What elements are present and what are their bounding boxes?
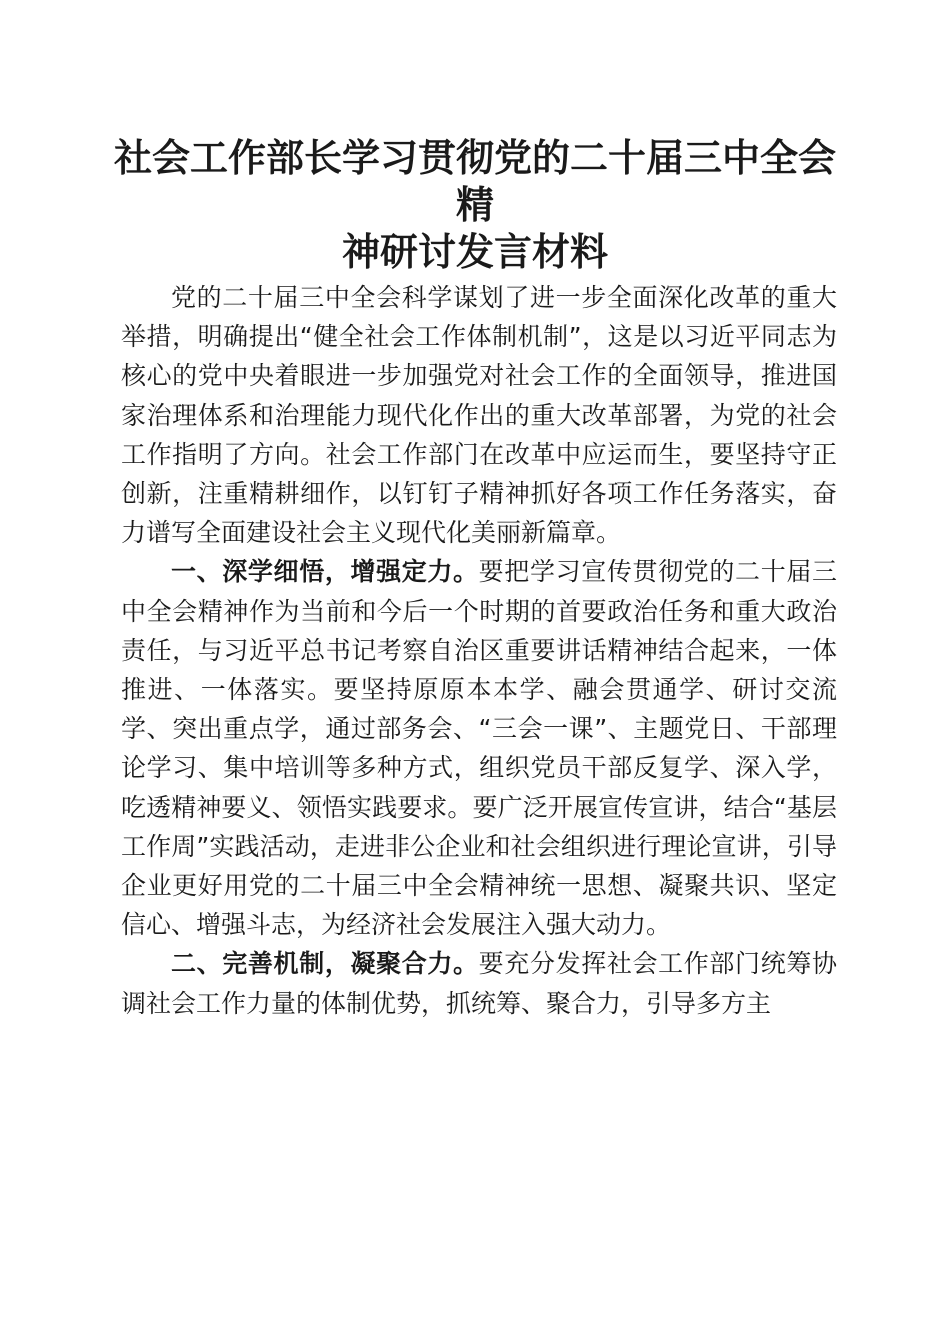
paragraph-text: 要把学习宣传贯彻党的二十届三中全会精神作为当前和今后一个时期的首要政治任务和重大政治责任，与习近平总书记考察自治区重要讲话精神结合起来，一体推进、一体落实。要坚持原原本本学、融会贯通学、研讨交流学、突出重点学，通过部务会、“三会一课”、主题党日、干部理论学习、集中培训等多种方式，组织党员干部反复学、深入学，吃透精神要义、领悟实践要求。要广泛开展宣传宣讲，结合“基层工作周”实践活动，走进非公企业和社会组织进行理论宣讲，引导企业更好用党的二十届三中全会精神统一思想、凝聚共识、坚定信心、增强斗志，为经济社会发展注入强大动力。 — [121, 557, 837, 940]
paragraph-text: 党的二十届三中全会科学谋划了进一步全面深化改革的重大举措，明确提出“健全社会工作体制机制”，这是以习近平同志为核心的党中央着眼进一步加强党对社会工作的全面领导，推进国家治理体系和治理能力现代化作出的重大改革部署，为党的社会工作指明了方向。社会工作部门在改革中应运而生，要坚持守正创新，注重精耕细作，以钉钉子精神抓好各项工作任务落实，奋力谱写全面建设社会主义现代化美丽新篇章。 — [121, 283, 837, 548]
title-line-1: 社会工作部长学习贯彻党的二十届三中全会精 — [113, 135, 836, 227]
section-heading: 二、完善机制，凝聚合力。 — [171, 949, 479, 979]
paragraph-intro — [121, 278, 837, 552]
title-line-2: 神研讨发言材料 — [341, 229, 608, 274]
document-body — [121, 278, 837, 1023]
section-heading: 一、深学细悟，增强定力。 — [171, 557, 479, 587]
paragraph-text: 要充分发挥社会工作部门统筹协调社会工作力量的体制优势，抓统筹、聚合力，引导多方主 — [121, 949, 837, 1018]
paragraph-section-1 — [121, 552, 837, 944]
document-title — [110, 134, 840, 275]
paragraph-section-2 — [121, 944, 837, 1022]
